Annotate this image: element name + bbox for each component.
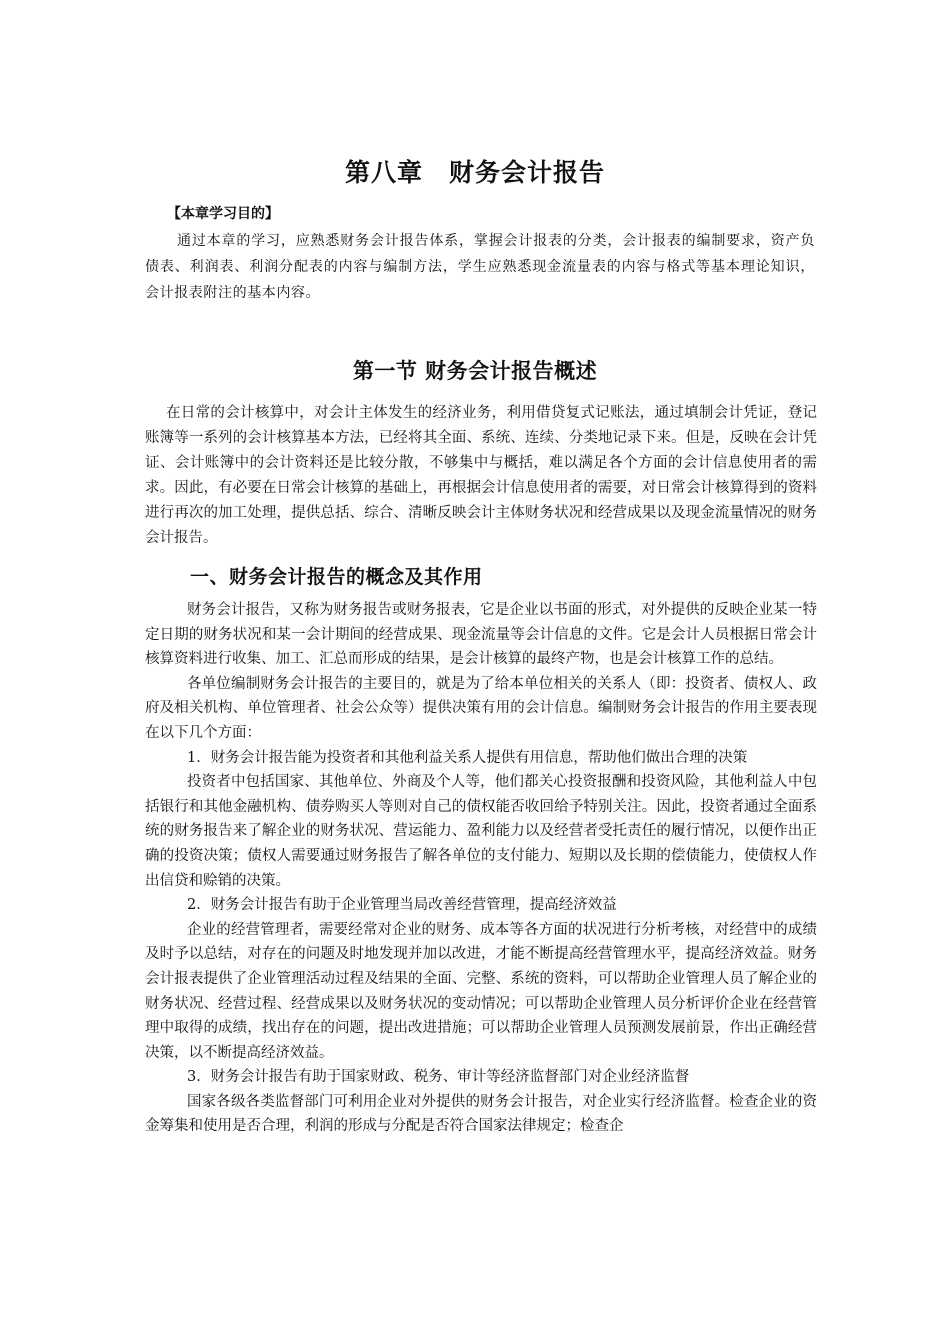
point-1-body: 投资者中包括国家、其他单位、外商及个人等，他们都关心投资报酬和投资风险，其他利益人中包括银行和其他金融机构、债券购买人等则对自己的债权能否收回给予特别关注。因此，投资者通过全面系统的财务报告来了解企业的财务状况、营运能力、盈利能力以及经营者受托责任的履行情况，以便作出正确的投资决策；债权人需要通过财务报告了解各单位的支付能力、短期以及长期的偿债能力，使债权人作出信贷和赊销的决策。	[145, 774, 817, 889]
paragraph-definition: 财务会计报告，又称为财务报告或财务报表，它是企业以书面的形式，对外提供的反映企业某一特定日期的财务状况和某一会计期间的经营成果、现金流量等会计信息的文件。它是会计人员根据日常会计核算资料进行收集、加工、汇总而形成的结果，是会计核算的最终产物，也是会计核算工作的总结。	[145, 602, 817, 668]
subsection-body	[145, 598, 817, 1139]
learning-objectives	[145, 204, 815, 306]
point-2-body: 企业的经营管理者，需要经常对企业的财务、成本等各方面的状况进行分析考核，对经营中的成绩及时予以总结，对存在的问题及时地发现并加以改进，才能不断提高经营管理水平，提高经济效益。财务会计报表提供了企业管理活动过程及结果的全面、完整、系统的资料，可以帮助企业管理人员了解企业的财务状况、经营过程、经营成果以及财务状况的变动情况；可以帮助企业管理人员分析评价企业在经营管理中取得的成绩，找出存在的问题，提出改进措施；可以帮助企业管理人员预测发展前景，作出正确经营决策，以不断提高经济效益。	[145, 921, 817, 1061]
point-3-heading: 3．财务会计报告有助于国家财政、税务、审计等经济监督部门对企业经济监督	[187, 1069, 690, 1086]
point-1-heading: 1．财务会计报告能为投资者和其他利益关系人提供有用信息，帮助他们做出合理的决策	[187, 749, 748, 766]
paragraph-purpose: 各单位编制财务会计报告的主要目的，就是为了给本单位相关的关系人（即：投资者、债权人、政府及相关机构、单位管理者、社会公众等）提供决策有用的会计信息。编制财务会计报告的作用主要表现在以下几个方面：	[145, 675, 817, 741]
subsection-heading: 一、财务会计报告的概念及其作用	[190, 566, 483, 588]
section-title: 第一节 财务会计报告概述	[352, 359, 598, 384]
objectives-label: 【本章学习目的】	[167, 206, 279, 222]
point-2-heading: 2．财务会计报告有助于企业管理当局改善经营管理，提高经济效益	[187, 897, 617, 914]
objectives-text: 通过本章的学习，应熟悉财务会计报告体系，掌握会计报表的分类，会计报表的编制要求，资产负债表、利润表、利润分配表的内容与编制方法，学生应熟悉现金流量表的内容与格式等基本理论知识，会计报表附注的基本内容。	[145, 233, 815, 301]
chapter-title: 第八章 财务会计报告	[344, 157, 605, 187]
point-3-body: 国家各级各类监督部门可利用企业对外提供的财务会计报告，对企业实行经济监督。检查企业的资金筹集和使用是否合理，利润的形成与分配是否符合国家法律规定；检查企	[145, 1093, 817, 1135]
section-intro-paragraph: 在日常的会计核算中，对会计主体发生的经济业务，利用借贷复式记账法，通过填制会计凭证，登记账簿等一系列的会计核算基本方法，已经将其全面、系统、连续、分类地记录下来。但是，反映在会计凭证、会计账簿中的会计资料还是比较分散，不够集中与概括，难以满足各个方面的会计信息使用者的需求。因此，有必要在日常会计核算的基础上，再根据会计信息使用者的需要，对日常会计核算得到的资料进行再次的加工处理，提供总括、综合、清晰反映会计主体财务状况和经营成果以及现金流量情况的财务会计报告。	[145, 405, 817, 546]
